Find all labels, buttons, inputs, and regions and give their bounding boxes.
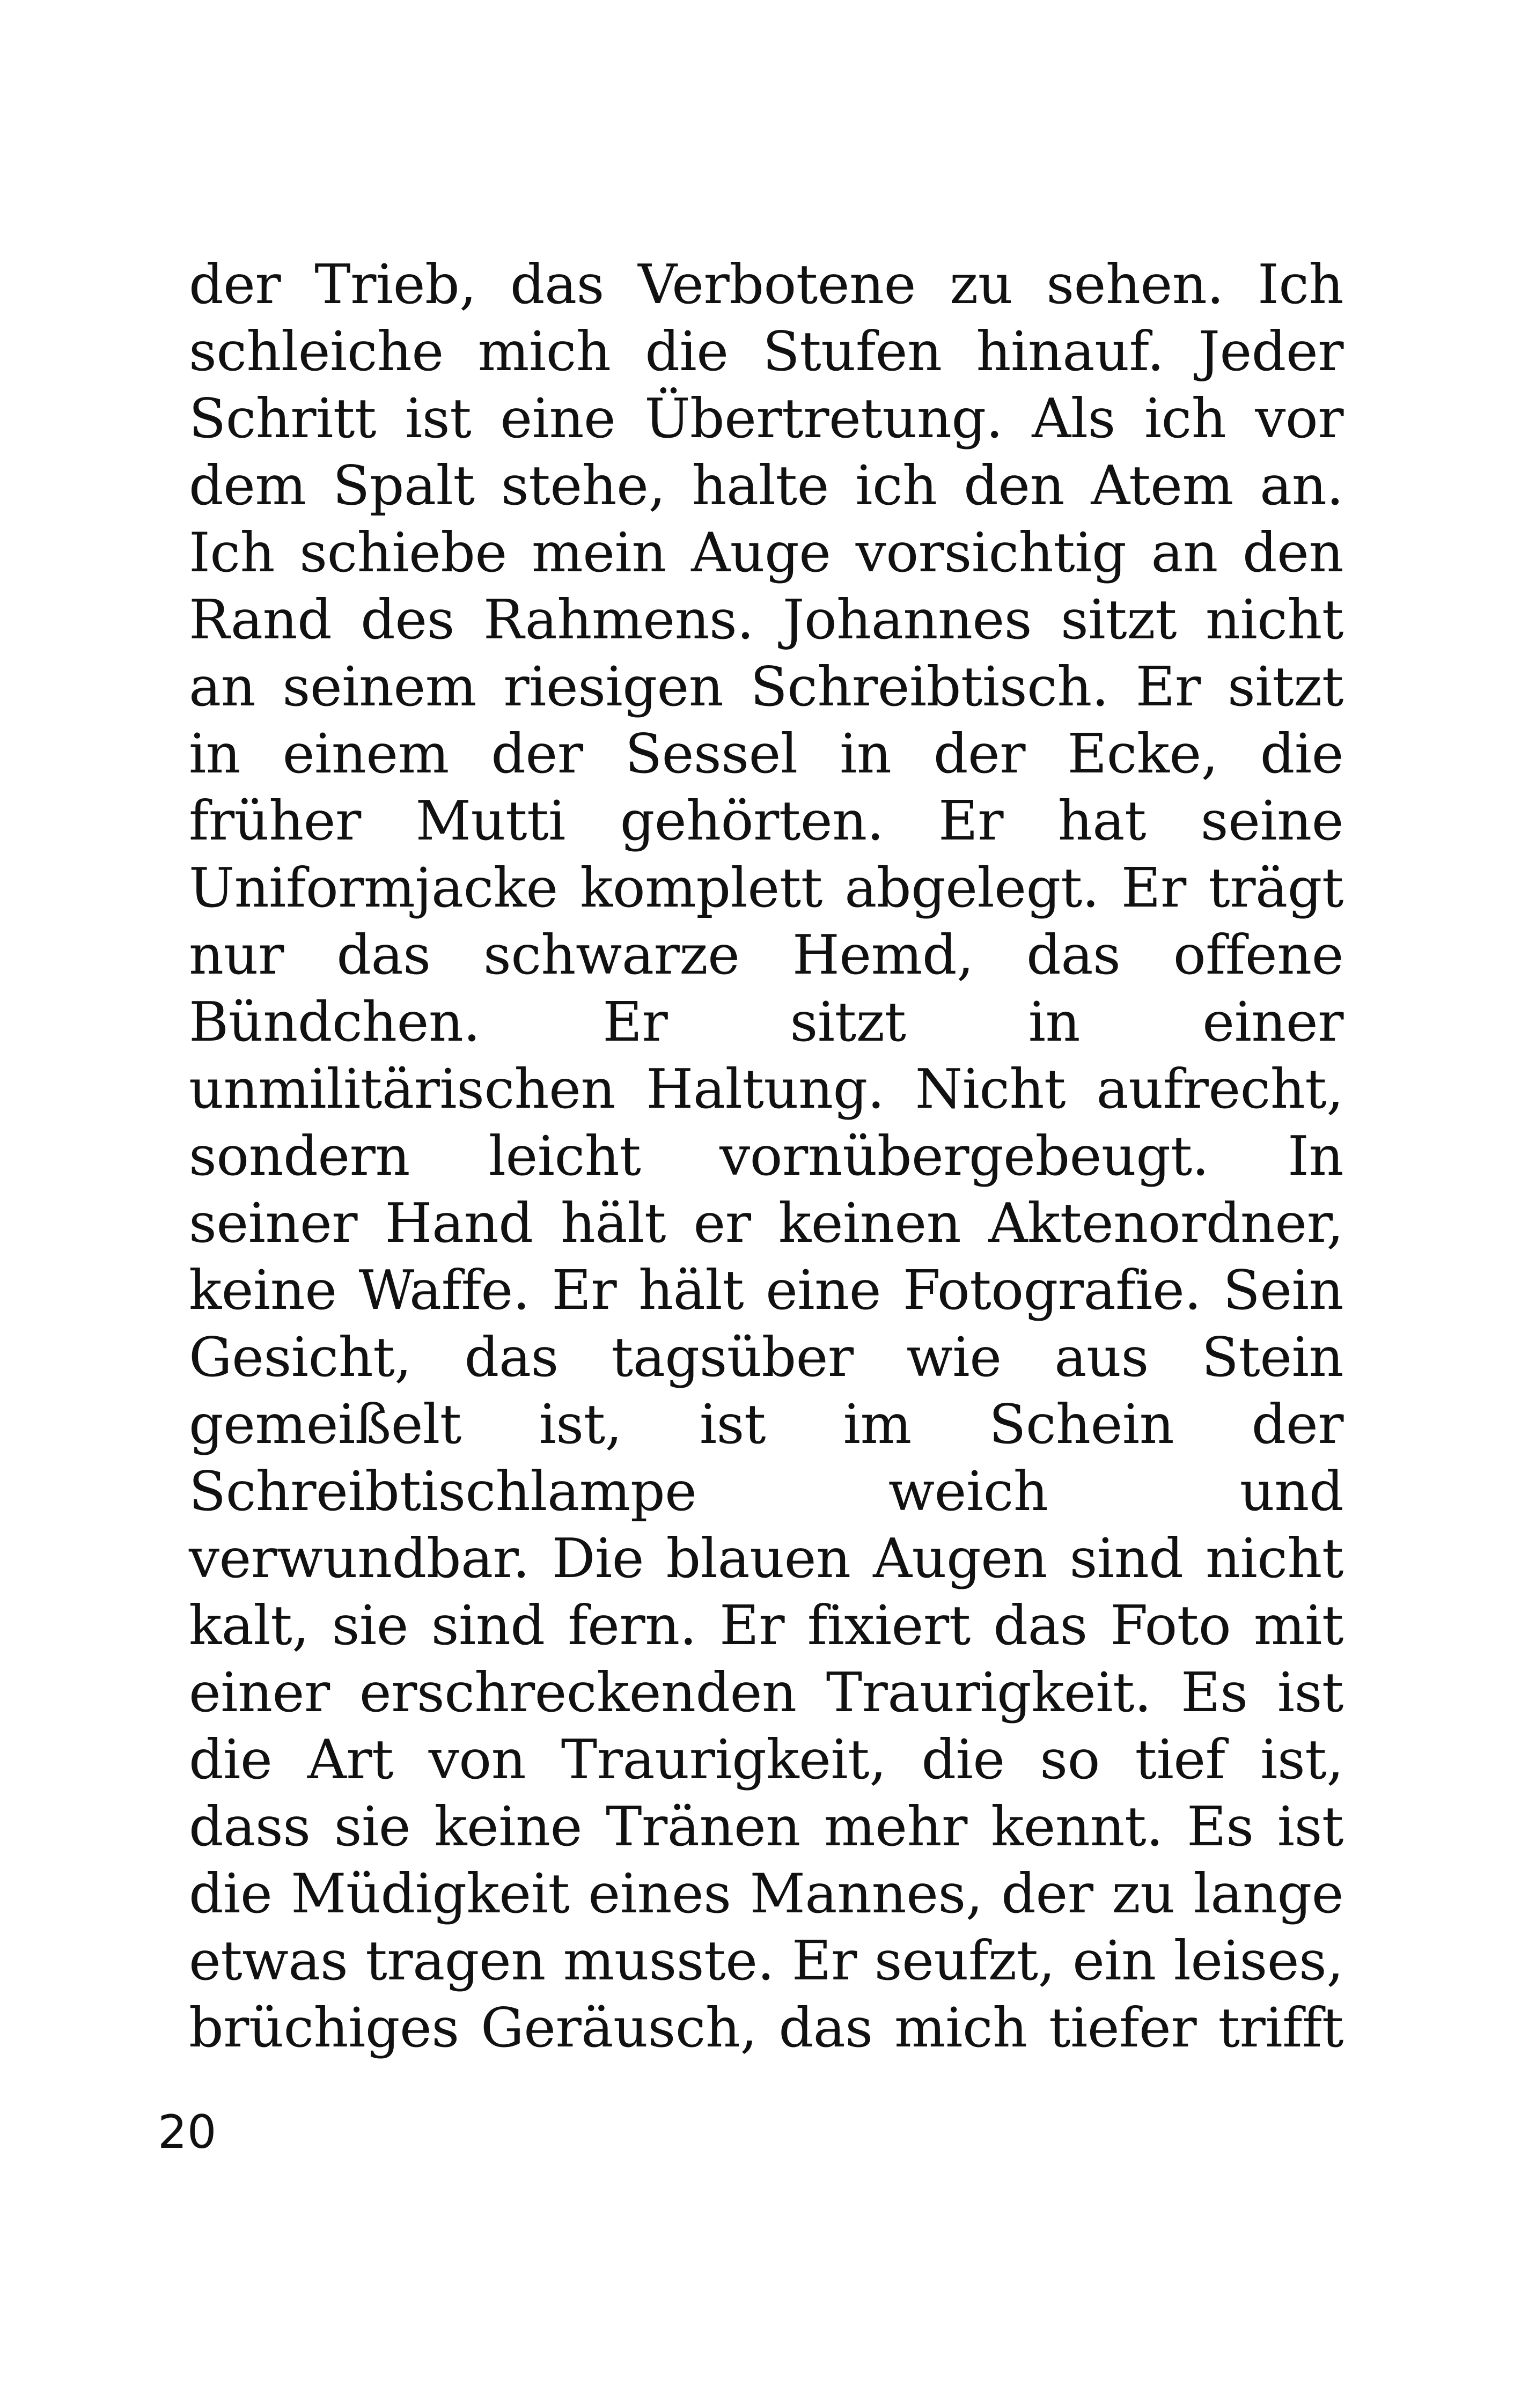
text-line: Bündchen. Er sitzt in einer bbox=[189, 990, 1343, 1054]
text-line: Schritt ist eine Übertretung. Als ich vor bbox=[189, 387, 1343, 450]
text-line: einer erschreckenden Traurigkeit. Es ist bbox=[189, 1661, 1343, 1724]
text-line: etwas tragen musste. Er seufzt, ein leises, bbox=[189, 1929, 1343, 1992]
body-text bbox=[189, 251, 1343, 2061]
text-line: dem Spalt stehe, halte ich den Atem an. bbox=[189, 454, 1343, 517]
text-line: in einem der Sessel in der Ecke, die bbox=[189, 722, 1343, 785]
text-line: sondern leicht vornübergebeugt. In bbox=[189, 1124, 1343, 1188]
text-line: Schreibtischlampe weich und bbox=[189, 1460, 1343, 1523]
text-line: die Müdigkeit eines Mannes, der zu lange bbox=[189, 1862, 1343, 1925]
text-line: kalt, sie sind fern. Er fixiert das Foto mit bbox=[189, 1594, 1343, 1657]
text-line: der Trieb, das Verbotene zu sehen. Ich bbox=[189, 253, 1343, 316]
text-line: früher Mutti gehörten. Er hat seine bbox=[189, 789, 1343, 852]
text-line: an seinem riesigen Schreibtisch. Er sitzt bbox=[189, 655, 1343, 718]
text-line: verwundbar. Die blauen Augen sind nicht bbox=[189, 1527, 1343, 1590]
text-line: Ich schiebe mein Auge vorsichtig an den bbox=[189, 521, 1343, 584]
text-line: dass sie keine Tränen mehr kennt. Es ist bbox=[189, 1795, 1343, 1858]
text-line: keine Waffe. Er hält eine Fotografie. Sein bbox=[189, 1258, 1343, 1322]
text-line: brüchiges Geräusch, das mich tiefer trifft bbox=[189, 1996, 1343, 2059]
text-line: Gesicht, das tagsüber wie aus Stein bbox=[189, 1325, 1343, 1389]
text-line: nur das schwarze Hemd, das offene bbox=[189, 923, 1343, 986]
text-line: seiner Hand hält er keinen Aktenordner, bbox=[189, 1191, 1343, 1255]
text-line: Uniformjacke komplett abgelegt. Er trägt bbox=[189, 856, 1343, 919]
text-line: gemeißelt ist, ist im Schein der bbox=[189, 1393, 1343, 1456]
text-line: unmilitärischen Haltung. Nicht aufrecht, bbox=[189, 1057, 1343, 1121]
text-line: die Art von Traurigkeit, die so tief ist, bbox=[189, 1728, 1343, 1791]
text-line: schleiche mich die Stufen hinauf. Jeder bbox=[189, 320, 1343, 383]
page-number: 20 bbox=[158, 2105, 217, 2159]
text-line: Rand des Rahmens. Johannes sitzt nicht bbox=[189, 588, 1343, 651]
